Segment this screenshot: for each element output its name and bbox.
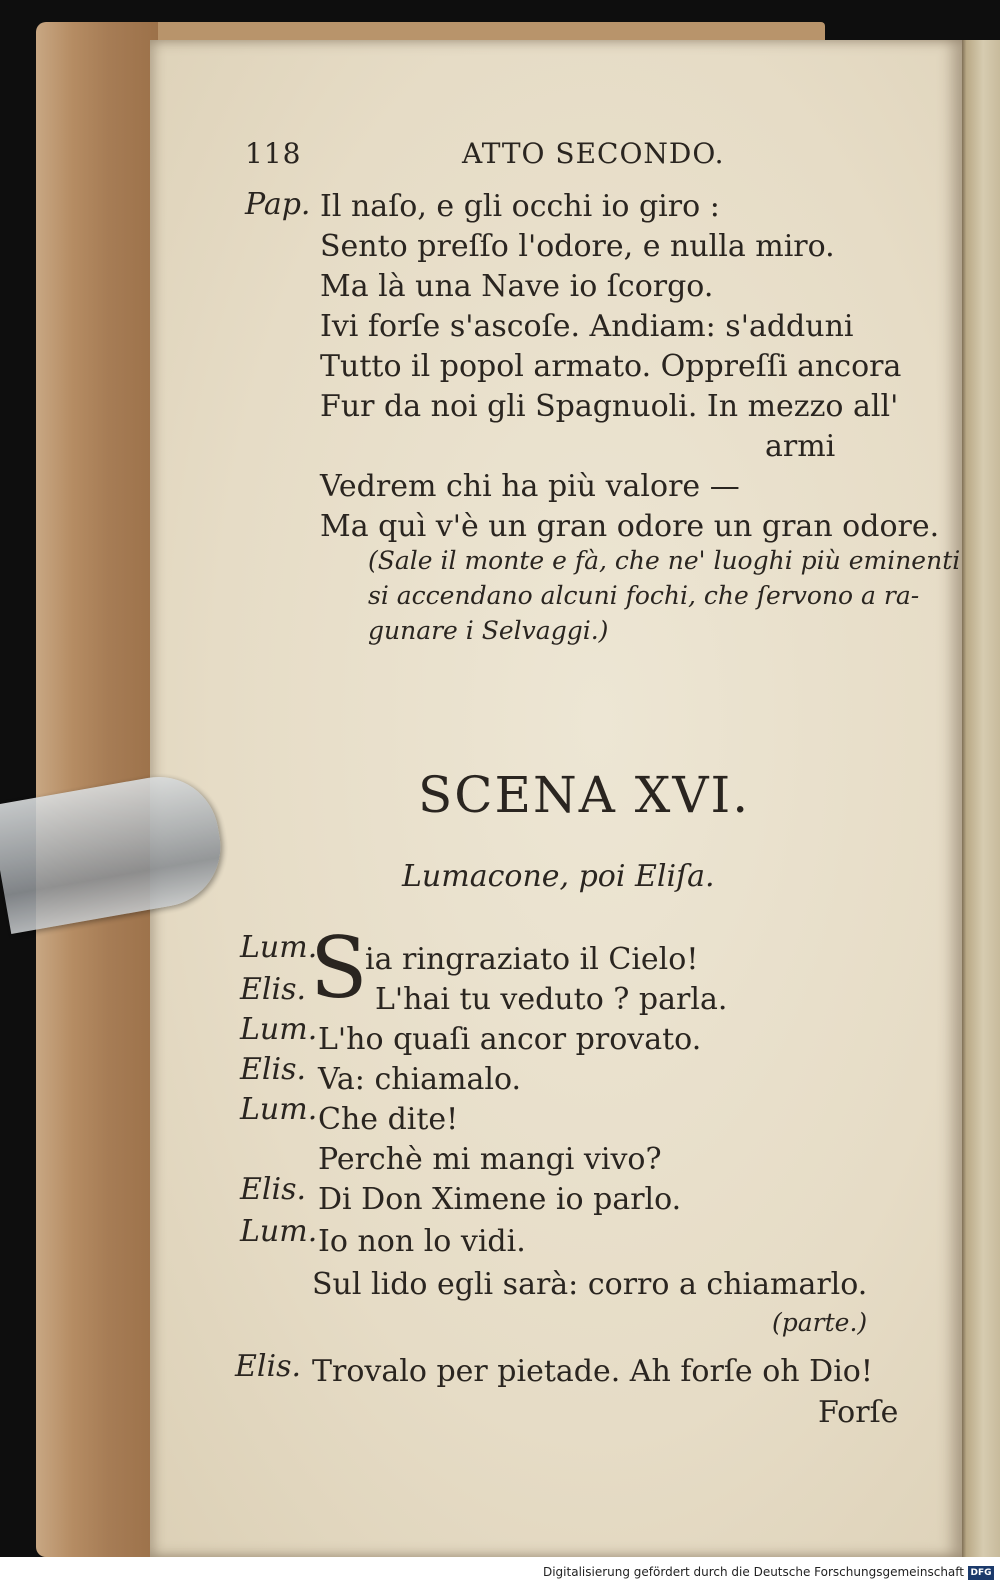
speaker-label: Lum. [240, 1214, 318, 1249]
running-head: ATTO SECONDO. [462, 137, 725, 170]
speaker-label: Lum. [240, 1092, 318, 1127]
stage-direction: gunare i Selvaggi.) [368, 616, 609, 645]
book-page [150, 40, 962, 1557]
scene-title: SCENA XVI. [418, 766, 751, 824]
speaker-label: Elis. [240, 972, 307, 1007]
speaker-label: Lum. [240, 1012, 318, 1047]
verse-line: armi [765, 429, 836, 464]
catchword: Forſe [818, 1395, 899, 1430]
speaker-label: Lum. [240, 930, 318, 965]
verse-line: Fur da noi gli Spagnuoli. In mezzo all' [320, 389, 899, 424]
speaker-label: Elis. [235, 1349, 302, 1384]
footer-bar [0, 1557, 1000, 1585]
verse-line: Io non lo vidi. [318, 1224, 526, 1259]
verse-line: L'hai tu veduto ? parla. [375, 982, 728, 1017]
verse-line: L'ho quaſi ancor provato. [318, 1022, 702, 1057]
verse-line: Trovalo per pietade. Ah forſe oh Dio! [312, 1354, 873, 1389]
speaker-label: Elis. [240, 1052, 307, 1087]
verse-line: Ma là una Nave io ſcorgo. [320, 269, 714, 304]
verse-line: Tutto il popol armato. Oppreſſi ancora [320, 349, 902, 384]
book-top-edge [70, 22, 825, 42]
stage-direction: si accendano alcuni fochi, che ſervono a ra- [368, 581, 920, 610]
verse-line: Vedrem chi ha più valore — [320, 469, 740, 504]
stage-direction: (Sale il monte e fà, che ne' luoghi più eminenti [368, 546, 961, 575]
verse-line: Che dite! [318, 1102, 459, 1137]
verse-line: Ma quì v'è un gran odore un gran odore. [320, 509, 940, 544]
verse-line: ia ringraziato il Cielo! [365, 942, 699, 977]
speaker-label: Elis. [240, 1172, 307, 1207]
stage-direction: (parte.) [772, 1308, 868, 1337]
verse-line: Sento preſſo l'odore, e nulla miro. [320, 229, 835, 264]
verse-line: Il naſo, e gli occhi io giro : [320, 189, 720, 224]
verse-line: Di Don Ximene io parlo. [318, 1182, 682, 1217]
verse-line: Sul lido egli sarà: corro a chiamarlo. [312, 1267, 868, 1302]
speaker-label: Pap. [245, 187, 311, 222]
facing-page-edge [958, 40, 1000, 1557]
drop-cap: S [310, 919, 368, 1017]
verse-line: Va: chiamalo. [318, 1062, 522, 1097]
dfg-logo-icon: DFG [968, 1566, 994, 1580]
page-number: 118 [245, 137, 302, 170]
footer-credit: Digitalisierung gefördert durch die Deutsche Forschungsgemeinschaft [542, 1565, 964, 1579]
verse-line: Perchè mi mangi vivo? [318, 1142, 662, 1177]
scene-characters: Lumacone, poi Eliſa. [402, 859, 715, 894]
verse-line: Ivi forſe s'ascoſe. Andiam: s'adduni [320, 309, 854, 344]
